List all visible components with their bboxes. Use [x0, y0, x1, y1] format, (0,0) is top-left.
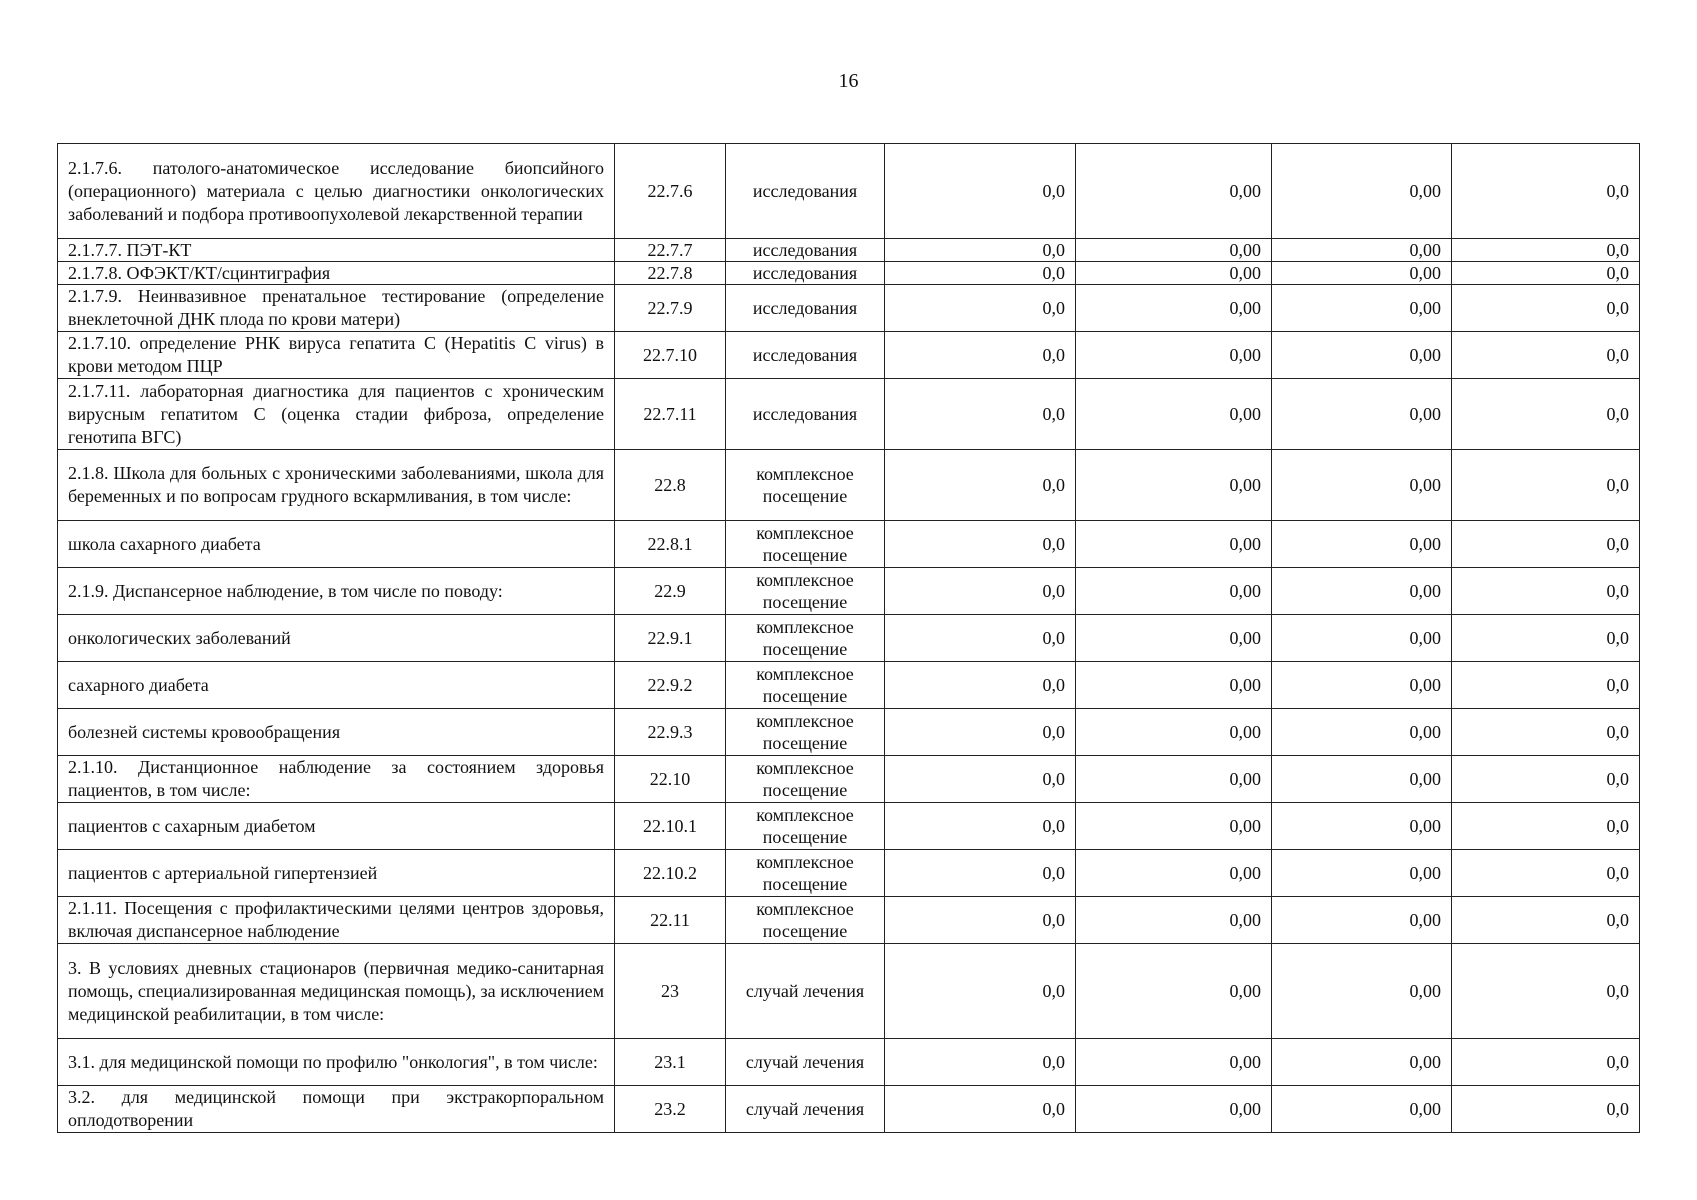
row-value-1-cell: 0,0	[885, 756, 1076, 803]
row-value-3-cell: 0,00	[1272, 615, 1452, 662]
table-row	[58, 944, 1640, 1039]
row-value-4-cell: 0,0	[1452, 450, 1640, 521]
row-name-cell: болезней системы кровообращения	[58, 709, 615, 756]
row-code-cell: 22.10	[615, 756, 726, 803]
row-value-1-cell: 0,0	[885, 662, 1076, 709]
row-unit-cell: исследования	[726, 262, 885, 285]
row-unit-cell: комплексное посещение	[726, 450, 885, 521]
row-name-cell: школа сахарного диабета	[58, 521, 615, 568]
row-value-3-cell: 0,00	[1272, 239, 1452, 262]
row-value-4-cell: 0,0	[1452, 756, 1640, 803]
row-value-2-cell: 0,00	[1076, 144, 1272, 239]
row-value-2-cell: 0,00	[1076, 1039, 1272, 1086]
row-name-cell: 2.1.7.10. определение РНК вируса гепатита С (Hepatitis C virus) в крови методом ПЦР	[58, 332, 615, 379]
row-unit-cell: случай лечения	[726, 1086, 885, 1133]
row-name-cell: онкологических заболеваний	[58, 615, 615, 662]
row-code-cell: 22.7.6	[615, 144, 726, 239]
row-value-3-cell: 0,00	[1272, 803, 1452, 850]
table-row	[58, 450, 1640, 521]
row-value-3-cell: 0,00	[1272, 262, 1452, 285]
row-value-2-cell: 0,00	[1076, 709, 1272, 756]
row-name-cell: пациентов с артериальной гипертензией	[58, 850, 615, 897]
row-code-cell: 22.9.3	[615, 709, 726, 756]
row-code-cell: 22.9.1	[615, 615, 726, 662]
row-unit-cell: комплексное посещение	[726, 850, 885, 897]
row-name-cell: 3. В условиях дневных стационаров (первичная медико-санитарная помощь, специализированная медицинская помощь), за исключением медицинской реабилитации, в том числе:	[58, 944, 615, 1039]
row-name-cell: сахарного диабета	[58, 662, 615, 709]
row-value-4-cell: 0,0	[1452, 262, 1640, 285]
table-row	[58, 332, 1640, 379]
row-value-3-cell: 0,00	[1272, 285, 1452, 332]
row-value-4-cell: 0,0	[1452, 332, 1640, 379]
row-value-1-cell: 0,0	[885, 450, 1076, 521]
table-row	[58, 262, 1640, 285]
row-value-4-cell: 0,0	[1452, 850, 1640, 897]
row-code-cell: 22.7.9	[615, 285, 726, 332]
row-name-cell: 2.1.9. Диспансерное наблюдение, в том числе по поводу:	[58, 568, 615, 615]
row-value-3-cell: 0,00	[1272, 568, 1452, 615]
row-value-3-cell: 0,00	[1272, 709, 1452, 756]
row-unit-cell: комплексное посещение	[726, 568, 885, 615]
table-row	[58, 379, 1640, 450]
row-code-cell: 22.10.1	[615, 803, 726, 850]
row-value-3-cell: 0,00	[1272, 332, 1452, 379]
row-value-4-cell: 0,0	[1452, 521, 1640, 568]
row-value-1-cell: 0,0	[885, 568, 1076, 615]
row-value-1-cell: 0,0	[885, 850, 1076, 897]
table-row	[58, 568, 1640, 615]
row-unit-cell: случай лечения	[726, 1039, 885, 1086]
row-value-1-cell: 0,0	[885, 944, 1076, 1039]
table-row	[58, 662, 1640, 709]
row-name-cell: 2.1.8. Школа для больных с хроническими заболеваниями, школа для беременных и по вопросам грудного вскармливания, в том числе:	[58, 450, 615, 521]
row-value-2-cell: 0,00	[1076, 521, 1272, 568]
row-value-3-cell: 0,00	[1272, 450, 1452, 521]
row-unit-cell: исследования	[726, 239, 885, 262]
row-value-1-cell: 0,0	[885, 144, 1076, 239]
row-value-3-cell: 0,00	[1272, 144, 1452, 239]
row-code-cell: 22.9	[615, 568, 726, 615]
row-value-4-cell: 0,0	[1452, 239, 1640, 262]
row-value-4-cell: 0,0	[1452, 144, 1640, 239]
row-value-4-cell: 0,0	[1452, 944, 1640, 1039]
row-value-2-cell: 0,00	[1076, 1086, 1272, 1133]
row-value-4-cell: 0,0	[1452, 1086, 1640, 1133]
row-unit-cell: случай лечения	[726, 944, 885, 1039]
row-value-2-cell: 0,00	[1076, 803, 1272, 850]
row-value-1-cell: 0,0	[885, 285, 1076, 332]
row-value-3-cell: 0,00	[1272, 1039, 1452, 1086]
row-value-2-cell: 0,00	[1076, 897, 1272, 944]
table-row	[58, 144, 1640, 239]
row-unit-cell: исследования	[726, 332, 885, 379]
page-number: 16	[838, 70, 859, 92]
row-unit-cell: исследования	[726, 144, 885, 239]
row-value-4-cell: 0,0	[1452, 662, 1640, 709]
row-value-4-cell: 0,0	[1452, 709, 1640, 756]
row-value-3-cell: 0,00	[1272, 897, 1452, 944]
table-body	[58, 144, 1640, 1133]
row-name-cell: 2.1.7.8. ОФЭКТ/КТ/сцинтиграфия	[58, 262, 615, 285]
row-value-1-cell: 0,0	[885, 803, 1076, 850]
row-value-2-cell: 0,00	[1076, 332, 1272, 379]
table-row	[58, 1039, 1640, 1086]
row-unit-cell: исследования	[726, 285, 885, 332]
row-code-cell: 23.1	[615, 1039, 726, 1086]
row-name-cell: 2.1.7.7. ПЭТ-КТ	[58, 239, 615, 262]
row-unit-cell: комплексное посещение	[726, 709, 885, 756]
row-value-4-cell: 0,0	[1452, 568, 1640, 615]
row-code-cell: 22.11	[615, 897, 726, 944]
row-value-3-cell: 0,00	[1272, 521, 1452, 568]
row-value-1-cell: 0,0	[885, 379, 1076, 450]
table-row	[58, 285, 1640, 332]
row-value-2-cell: 0,00	[1076, 568, 1272, 615]
row-value-1-cell: 0,0	[885, 521, 1076, 568]
row-value-3-cell: 0,00	[1272, 662, 1452, 709]
row-unit-cell: комплексное посещение	[726, 615, 885, 662]
table-row	[58, 756, 1640, 803]
row-value-2-cell: 0,00	[1076, 615, 1272, 662]
table-row	[58, 615, 1640, 662]
row-value-4-cell: 0,0	[1452, 379, 1640, 450]
row-value-1-cell: 0,0	[885, 1086, 1076, 1133]
row-value-1-cell: 0,0	[885, 615, 1076, 662]
row-code-cell: 22.9.2	[615, 662, 726, 709]
table-row	[58, 709, 1640, 756]
row-name-cell: 2.1.10. Дистанционное наблюдение за состоянием здоровья пациентов, в том числе:	[58, 756, 615, 803]
row-name-cell: 2.1.11. Посещения с профилактическими целями центров здоровья, включая диспансерное наблюдение	[58, 897, 615, 944]
data-table	[57, 143, 1640, 1133]
row-value-3-cell: 0,00	[1272, 756, 1452, 803]
row-code-cell: 22.10.2	[615, 850, 726, 897]
row-value-1-cell: 0,0	[885, 332, 1076, 379]
row-value-2-cell: 0,00	[1076, 756, 1272, 803]
row-name-cell: 2.1.7.6. патолого-анатомическое исследование биопсийного (операционного) материала с целью диагностики онкологических заболеваний и подбора противоопухолевой лекарственной терапии	[58, 144, 615, 239]
row-value-1-cell: 0,0	[885, 239, 1076, 262]
row-value-2-cell: 0,00	[1076, 239, 1272, 262]
row-name-cell: 2.1.7.9. Неинвазивное пренатальное тестирование (определение внеклеточной ДНК плода по крови матери)	[58, 285, 615, 332]
row-code-cell: 23	[615, 944, 726, 1039]
table-row	[58, 1086, 1640, 1133]
row-value-2-cell: 0,00	[1076, 379, 1272, 450]
row-code-cell: 23.2	[615, 1086, 726, 1133]
row-value-1-cell: 0,0	[885, 262, 1076, 285]
row-value-3-cell: 0,00	[1272, 1086, 1452, 1133]
row-value-2-cell: 0,00	[1076, 285, 1272, 332]
row-unit-cell: комплексное посещение	[726, 756, 885, 803]
row-value-2-cell: 0,00	[1076, 662, 1272, 709]
row-code-cell: 22.8	[615, 450, 726, 521]
row-unit-cell: комплексное посещение	[726, 521, 885, 568]
row-value-3-cell: 0,00	[1272, 379, 1452, 450]
row-value-4-cell: 0,0	[1452, 285, 1640, 332]
row-value-2-cell: 0,00	[1076, 850, 1272, 897]
table-row	[58, 521, 1640, 568]
row-name-cell: 3.1. для медицинской помощи по профилю "онкология", в том числе:	[58, 1039, 615, 1086]
row-unit-cell: комплексное посещение	[726, 897, 885, 944]
row-name-cell: 2.1.7.11. лабораторная диагностика для пациентов с хроническим вирусным гепатитом С (оценка стадии фиброза, определение генотипа ВГС)	[58, 379, 615, 450]
table-row	[58, 239, 1640, 262]
row-code-cell: 22.7.7	[615, 239, 726, 262]
row-code-cell: 22.7.11	[615, 379, 726, 450]
row-value-4-cell: 0,0	[1452, 615, 1640, 662]
row-value-1-cell: 0,0	[885, 1039, 1076, 1086]
row-code-cell: 22.7.10	[615, 332, 726, 379]
row-unit-cell: исследования	[726, 379, 885, 450]
row-value-1-cell: 0,0	[885, 709, 1076, 756]
table-row	[58, 803, 1640, 850]
table-row	[58, 897, 1640, 944]
row-value-4-cell: 0,0	[1452, 803, 1640, 850]
row-name-cell: 3.2. для медицинской помощи при экстракорпоральном оплодотворении	[58, 1086, 615, 1133]
row-value-3-cell: 0,00	[1272, 944, 1452, 1039]
row-value-2-cell: 0,00	[1076, 262, 1272, 285]
row-code-cell: 22.8.1	[615, 521, 726, 568]
row-value-4-cell: 0,0	[1452, 897, 1640, 944]
row-unit-cell: комплексное посещение	[726, 803, 885, 850]
row-value-2-cell: 0,00	[1076, 450, 1272, 521]
row-value-1-cell: 0,0	[885, 897, 1076, 944]
row-value-4-cell: 0,0	[1452, 1039, 1640, 1086]
row-value-2-cell: 0,00	[1076, 944, 1272, 1039]
row-name-cell: пациентов с сахарным диабетом	[58, 803, 615, 850]
row-code-cell: 22.7.8	[615, 262, 726, 285]
row-unit-cell: комплексное посещение	[726, 662, 885, 709]
row-value-3-cell: 0,00	[1272, 850, 1452, 897]
table-row	[58, 850, 1640, 897]
